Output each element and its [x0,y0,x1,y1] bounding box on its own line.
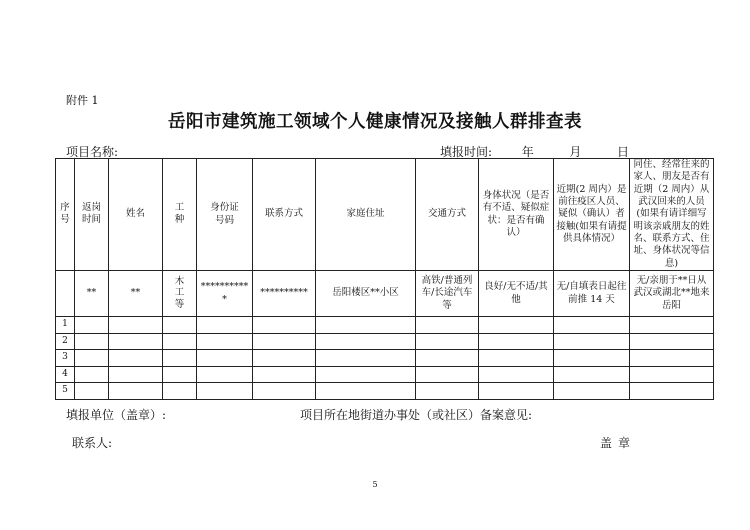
header-cell: 姓名 [109,159,163,271]
table-cell: *********** [197,271,253,317]
fill-time-label: 填报时间: [440,145,493,159]
example-row [56,271,714,317]
document-title: 岳阳市建筑施工领域个人健康情况及接触人群排查表 [168,112,582,132]
table-cell: ********** [253,271,316,317]
table-cell: 高铁/普通列车/长途汽车等 [416,271,479,317]
contact-person-label: 联系人: [72,436,113,450]
project-name-label: 项目名称: [66,145,119,159]
table-row [56,383,714,400]
table-cell: 木工等 [163,271,197,317]
header-row [56,159,714,271]
table-cell: ** [109,271,163,317]
row-number: 3 [56,350,75,367]
header-cell: 交通方式 [416,159,479,271]
header-cell: 工种 [163,159,197,271]
header-cell: 家庭住址 [316,159,416,271]
table-cell [56,271,75,317]
header-cell: 近期(2 周内）是前往疫区人员、疑似（确认）者接触(如果有请提供具体情况） [554,159,630,271]
table-row [56,333,714,350]
row-number: 5 [56,383,75,400]
table-cell: 无/亲朋于**日从武汉或湖北**地来岳阳 [630,271,714,317]
table-cell: 良好/无不适/其他 [479,271,554,317]
subdistrict-opinion-label: 项目所在地街道办事处（或社区）备案意见: [300,408,533,422]
month-label: 月 [569,145,582,159]
table-row [56,366,714,383]
table-cell: 无/自填表日起往前推 14 天 [554,271,630,317]
header-cell: 返岗时间 [75,159,109,271]
header-cell: 序号 [56,159,75,271]
page-number: 5 [372,480,378,489]
header-cell: 联系方式 [253,159,316,271]
header-cell: 同住、经常往来的家人、朋友是否有近期（2 周内）从武汉回来的人员(如果有请详细写明该亲戚朋友的姓名、联系方式、住址、身体状况等信息) [630,159,714,271]
row-number: 2 [56,333,75,350]
table-row [56,350,714,367]
seal-label: 盖章 [600,436,637,450]
filling-unit-label: 填报单位（盖章）: [66,408,167,422]
table-row [56,317,714,334]
attachment-label: 附件 1 [66,94,99,107]
year-label: 年 [521,145,534,159]
table-cell: 岳阳楼区**小区 [316,271,416,317]
table-cell: ** [75,271,109,317]
survey-table [55,158,714,400]
row-number: 1 [56,317,75,334]
day-label: 日 [617,145,630,159]
row-number: 4 [56,366,75,383]
header-cell: 身份证号码 [197,159,253,271]
header-cell: 身体状况（是否有不适、疑似症状：是否有确认） [479,159,554,271]
